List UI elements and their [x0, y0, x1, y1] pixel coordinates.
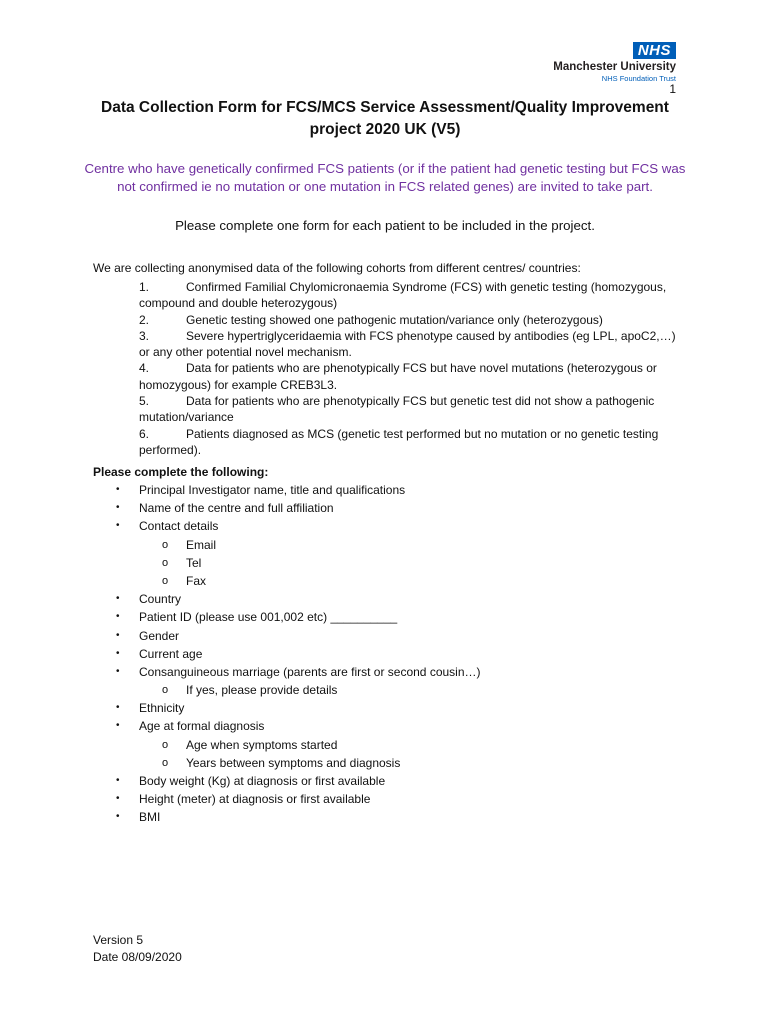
cohort-item: [139, 426, 679, 459]
sub-list-item: [0, 536, 770, 554]
list-item-label: Consanguineous marriage (parents are first or second cousin…): [139, 664, 481, 679]
logo-trust-subtitle: NHS Foundation Trust: [601, 74, 676, 83]
cohort-item: [139, 393, 679, 426]
circle-bullet-icon: o: [162, 684, 169, 697]
cohort-text: Confirmed Familial Chylomicronaemia Syndrome (FCS) with genetic testing (homozygous, compound and double heterozygous): [139, 280, 667, 311]
list-item-label: Height (meter) at diagnosis or first available: [139, 792, 371, 807]
list-item-label: Ethnicity: [139, 701, 185, 716]
footer: [93, 932, 182, 966]
sub-list-item: [0, 572, 770, 590]
bullet-icon: •: [116, 775, 120, 786]
document-title: Data Collection Form for FCS/MCS Service Assessment/Quality Improvement project 2020 UK (V5): [101, 99, 669, 138]
list-item-label: Patient ID (please use 001,002 etc) __________: [139, 610, 398, 625]
logo-trust-name: Manchester University: [553, 61, 676, 73]
list-item-label: Email: [186, 537, 217, 552]
bullet-icon: •: [116, 629, 120, 641]
circle-bullet-icon: o: [162, 738, 169, 751]
cohort-item: [139, 360, 679, 393]
cohort-item: [139, 312, 679, 328]
list-item: [0, 717, 770, 735]
bullet-icon: •: [116, 793, 120, 805]
list-item: [0, 663, 770, 681]
list-item: [0, 699, 770, 717]
cohort-list: [139, 279, 679, 458]
list-item-label: Age at formal diagnosis: [139, 719, 265, 734]
list-item: [0, 772, 770, 790]
cohort-text: Genetic testing showed one pathogenic mutation/variance only (heterozygous): [186, 312, 603, 327]
list-item: [0, 645, 770, 663]
nhs-logo: [553, 42, 676, 83]
list-item: [0, 590, 770, 608]
bullet-icon: •: [116, 502, 120, 514]
list-item-label: Contact details: [139, 519, 219, 534]
nhs-badge: NHS: [633, 42, 676, 59]
list-item: [0, 517, 770, 535]
cohort-text: Patients diagnosed as MCS (genetic test performed but no mutation or no genetic testing performed).: [139, 426, 659, 457]
page-number: 1: [669, 82, 676, 96]
list-item-label: BMI: [139, 810, 161, 825]
cohort-text: Data for patients who are phenotypically FCS but have novel mutations (heterozygous or homozygous) for example CREB3L3.: [139, 361, 657, 392]
invitation-text: Centre who have genetically confirmed FCS patients (or if the patient had genetic testing but FCS was not confirmed ie no mutation or one mutation in FCS related genes) are invited to take part.: [84, 161, 686, 194]
list-item-label: Fax: [186, 573, 207, 588]
list-item-label: Years between symptoms and diagnosis: [186, 755, 401, 770]
bullet-icon: •: [116, 611, 120, 623]
cohort-number: 5.: [139, 394, 150, 409]
sub-list-item: [0, 754, 770, 772]
sub-list-item: [0, 736, 770, 754]
cohort-number: 4.: [139, 361, 150, 376]
list-item-label: Gender: [139, 628, 180, 643]
list-item-label: Current age: [139, 646, 203, 661]
sub-list-item: [0, 554, 770, 572]
list-item: [0, 481, 770, 499]
bullet-icon: •: [116, 520, 120, 532]
cohort-item: [139, 279, 679, 312]
bullet-icon: •: [116, 811, 120, 823]
cohort-text: Data for patients who are phenotypically FCS but genetic test did not show a pathogenic mutation/variance: [139, 394, 655, 425]
circle-bullet-icon: o: [162, 756, 169, 769]
bullet-icon: •: [116, 593, 120, 605]
complete-heading: Please complete the following:: [93, 465, 269, 479]
bullet-icon: •: [116, 647, 120, 659]
list-item: [0, 499, 770, 517]
bullet-icon: •: [116, 720, 120, 732]
list-item-label: If yes, please provide details: [186, 683, 338, 698]
footer-version: Version 5: [93, 933, 144, 947]
list-item-label: Name of the centre and full affiliation: [139, 501, 334, 516]
circle-bullet-icon: o: [162, 574, 169, 587]
list-item: [0, 627, 770, 645]
footer-date: Date 08/09/2020: [93, 950, 182, 964]
bullet-icon: •: [116, 665, 120, 677]
list-item-label: Country: [139, 592, 182, 607]
cohort-number: 3.: [139, 328, 150, 343]
cohort-text: Severe hypertriglyceridaemia with FCS phenotype caused by antibodies (eg LPL, apoC2,…) or any other potential novel mechanism.: [139, 328, 676, 360]
list-item-label: Tel: [186, 555, 202, 570]
instruction-text: Please complete one form for each patient to be included in the project.: [175, 218, 595, 233]
bullet-icon: •: [116, 484, 120, 495]
circle-bullet-icon: o: [162, 556, 169, 569]
field-list: [0, 481, 770, 827]
list-item: [0, 808, 770, 826]
cohort-number: 6.: [139, 426, 150, 441]
bullet-icon: •: [116, 702, 120, 714]
list-item-label: Body weight (Kg) at diagnosis or first available: [139, 774, 386, 788]
cohort-item: [139, 328, 679, 361]
list-item-label: Age when symptoms started: [186, 737, 338, 752]
list-item: [0, 790, 770, 808]
circle-bullet-icon: o: [162, 538, 169, 551]
cohorts-intro: We are collecting anonymised data of the following cohorts from different centres/ countries:: [93, 261, 581, 275]
list-item: [0, 608, 770, 626]
sub-list-item: [0, 681, 770, 699]
cohort-number: 1.: [139, 280, 150, 294]
list-item-label: Principal Investigator name, title and qualifications: [139, 483, 406, 497]
cohort-number: 2.: [139, 312, 150, 327]
